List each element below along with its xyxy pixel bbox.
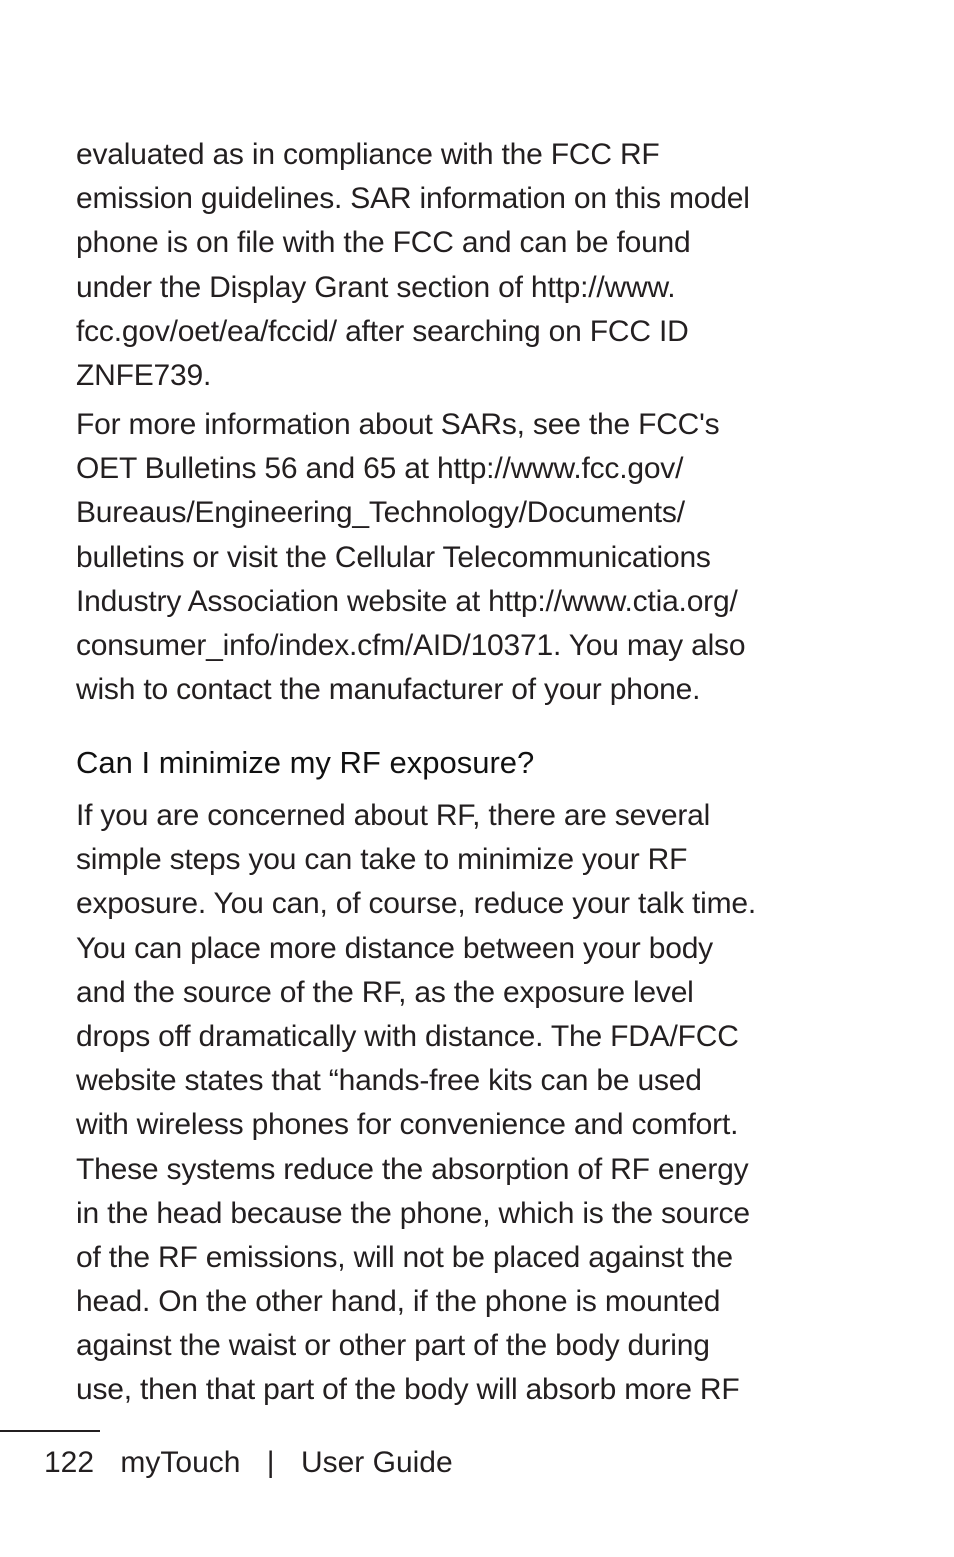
text-line: You can place more distance between your body: [76, 931, 713, 965]
text-line: wish to contact the manufacturer of your phone.: [76, 673, 701, 707]
text-line: of the RF emissions, will not be placed against the: [76, 1240, 733, 1274]
text-line: fcc.gov/oet/ea/fccid/ after searching on FCC ID: [76, 314, 689, 348]
text-line: These systems reduce the absorption of RF energy: [76, 1152, 749, 1186]
text-line: against the waist or other part of the body during: [76, 1329, 710, 1363]
text-line: Industry Association website at http://www.ctia.org/: [76, 584, 738, 618]
text-line: emission guidelines. SAR information on this model: [76, 182, 750, 216]
text-line: and the source of the RF, as the exposure level: [76, 975, 694, 1009]
footer-separator: |: [266, 1446, 275, 1479]
text-line: ZNFE739.: [76, 358, 212, 392]
text-line: under the Display Grant section of http://www.: [76, 270, 676, 304]
text-line: drops off dramatically with distance. The FDA/FCC: [76, 1019, 739, 1053]
text-line: For more information about SARs, see the FCC's: [76, 408, 720, 441]
product-name: myTouch: [120, 1446, 241, 1479]
text-line: simple steps you can take to minimize your RF: [76, 843, 688, 877]
text-line: in the head because the phone, which is the source: [76, 1196, 750, 1230]
section-heading: Can I minimize my RF exposure?: [76, 745, 535, 780]
text-line: consumer_info/index.cfm/AID/10371. You may also: [76, 628, 746, 662]
footer-rule: [0, 1430, 100, 1432]
page-number: 122: [44, 1446, 95, 1479]
text-line: OET Bulletins 56 and 65 at http://www.fcc.gov/: [76, 452, 684, 486]
text-line: use, then that part of the body will absorb more RF: [76, 1373, 740, 1407]
text-line: website states that “hands-free kits can be used: [76, 1064, 702, 1098]
guide-title: User Guide: [300, 1446, 453, 1479]
text-line: If you are concerned about RF, there are several: [76, 799, 711, 832]
page-footer: [44, 1440, 471, 1486]
text-line: exposure. You can, of course, reduce your talk time.: [76, 887, 756, 921]
text-line: with wireless phones for convenience and comfort.: [76, 1108, 739, 1142]
text-line: evaluated as in compliance with the FCC RF: [76, 138, 660, 171]
text-line: bulletins or visit the Cellular Telecommunications: [76, 540, 711, 574]
text-line: Bureaus/Engineering_Technology/Documents/: [76, 496, 685, 530]
text-line: head. On the other hand, if the phone is mounted: [76, 1285, 721, 1319]
text-line: phone is on file with the FCC and can be found: [76, 226, 691, 260]
paragraph-sar-info: [76, 133, 750, 398]
paragraph-minimize-exposure: [76, 794, 756, 1413]
paragraph-more-info: [76, 403, 745, 712]
